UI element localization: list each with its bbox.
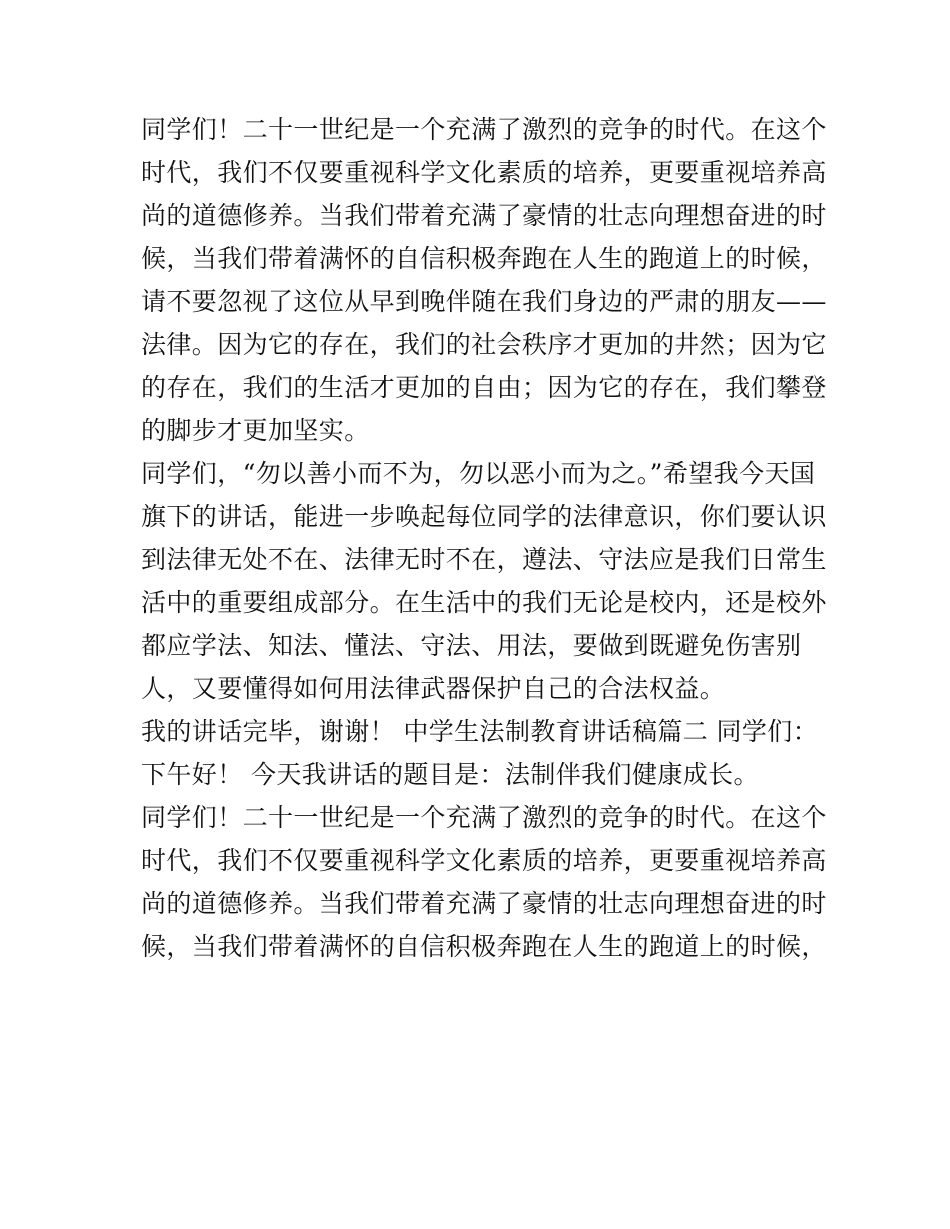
text-line: 时代，我们不仅要重视科学文化素质的培养，更要重视培养高 xyxy=(141,158,827,187)
text-line: 都应学法、知法、懂法、守法、用法，要做到既避免伤害别 xyxy=(141,631,802,660)
text-line: 的存在，我们的生活才更加的自由；因为它的存在，我们攀登 xyxy=(141,373,827,402)
document-body xyxy=(141,108,827,968)
text-line: 下午好！ 今天我讲话的题目是：法制伴我们健康成长。 xyxy=(141,760,759,789)
text-line: 同学们，“勿以善小而不为，勿以恶小而为之。”希望我今天国 xyxy=(141,459,816,488)
paragraph xyxy=(141,108,827,452)
text-line: 尚的道德修养。当我们带着充满了豪情的壮志向理想奋进的时 xyxy=(141,201,827,230)
text-line: 法律。因为它的存在，我们的社会秩序才更加的井然；因为它 xyxy=(141,330,827,359)
text-line: 我的讲话完毕，谢谢！ 中学生法制教育讲话稿篇二 同学们： xyxy=(141,717,819,746)
text-line: 到法律无处不在、法律无时不在，遵法、守法应是我们日常生 xyxy=(141,545,827,574)
text-line: 同学们！二十一世纪是一个充满了激烈的竞争的时代。在这个 xyxy=(141,803,827,832)
text-line: 候，当我们带着满怀的自信积极奔跑在人生的跑道上的时候， xyxy=(141,932,827,961)
text-line: 同学们！二十一世纪是一个充满了激烈的竞争的时代。在这个 xyxy=(141,115,827,144)
text-line: 时代，我们不仅要重视科学文化素质的培养，更要重视培养高 xyxy=(141,846,827,875)
paragraph xyxy=(141,710,819,796)
text-line: 活中的重要组成部分。在生活中的我们无论是校内，还是校外 xyxy=(141,588,827,617)
paragraph xyxy=(141,452,827,710)
text-line: 尚的道德修养。当我们带着充满了豪情的壮志向理想奋进的时 xyxy=(141,889,827,918)
text-line: 人，又要懂得如何用法律武器保护自己的合法权益。 xyxy=(141,674,726,703)
text-line: 旗下的讲话，能进一步唤起每位同学的法律意识，你们要认识 xyxy=(141,502,827,531)
text-line: 的脚步才更加坚实。 xyxy=(141,416,370,445)
text-line: 候，当我们带着满怀的自信积极奔跑在人生的跑道上的时候， xyxy=(141,244,827,273)
paragraph xyxy=(141,796,827,968)
text-line: 请不要忽视了这位从早到晚伴随在我们身边的严肃的朋友—— xyxy=(141,287,827,316)
